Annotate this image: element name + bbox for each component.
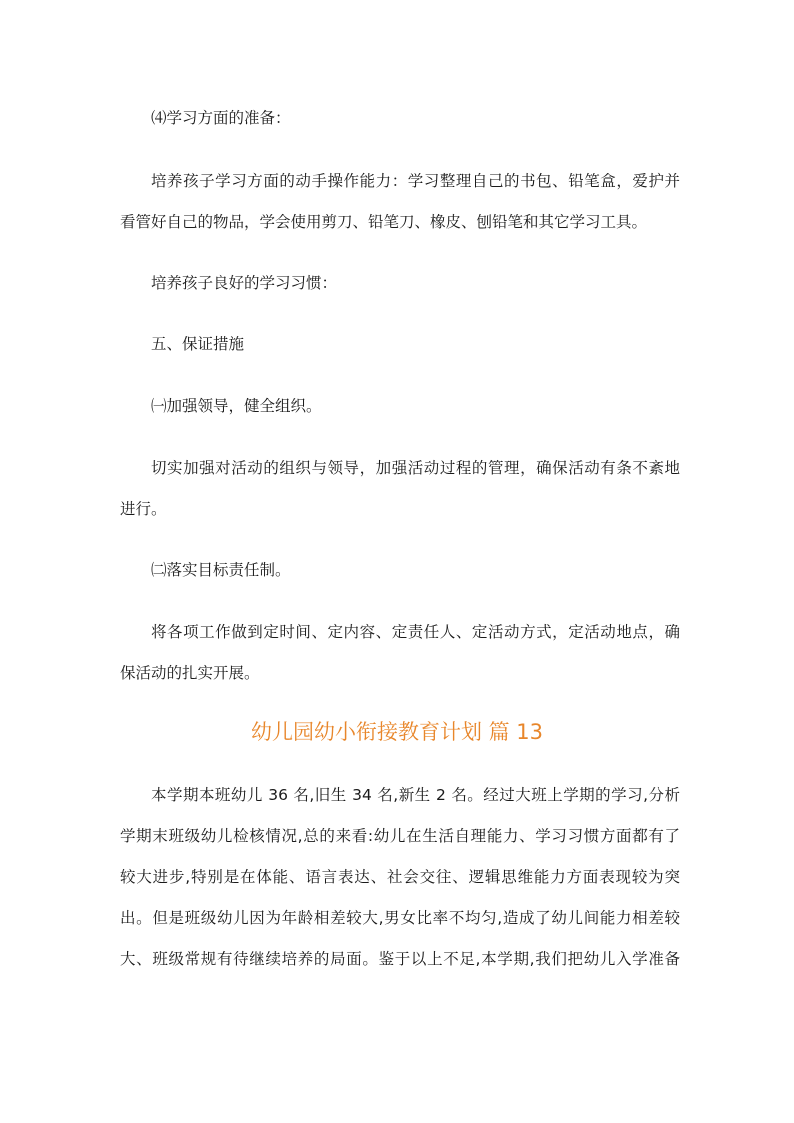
paragraph-line: 培养孩子学习方面的动手操作能力：学习整理自己的书包、铅笔盒，爱护并: [151, 172, 680, 190]
section-heading-measures: 五、保证措施: [151, 335, 245, 353]
paragraph-line: 本学期本班幼儿 36 名,旧生 34 名,新生 2 名。经过大班上学期的学习,分析: [151, 786, 680, 804]
paragraph-line: 将各项工作做到定时间、定内容、定责任人、定活动方式，定活动地点，确: [151, 623, 680, 641]
section-subheading-learning-prep: ⑷学习方面的准备：: [151, 109, 291, 127]
paragraph-line: 较大进步,特别是在体能、语言表达、社会交往、逻辑思维能力方面表现较为突: [120, 868, 680, 886]
paragraph-line: 保活动的扎实开展。: [120, 664, 260, 682]
paragraph-line: 大、班级常规有待继续培养的局面。鉴于以上不足,本学期,我们把幼儿入学准备: [120, 950, 680, 968]
subheading-leadership: ㈠加强领导，健全组织。: [151, 397, 322, 415]
paragraph-line: 进行。: [120, 500, 167, 518]
paragraph-line: 看管好自己的物品，学会使用剪刀、铅笔刀、橡皮、刨铅笔和其它学习工具。: [120, 213, 648, 231]
paragraph-line: 培养孩子良好的学习习惯：: [151, 274, 338, 292]
subheading-responsibility: ㈡落实目标责任制。: [151, 561, 291, 579]
paragraph-line: 出。但是班级幼儿因为年龄相差较大,男女比率不均匀,造成了幼儿间能力相差较: [120, 909, 680, 927]
paragraph-line: 切实加强对活动的组织与领导，加强活动过程的管理，确保活动有条不紊地: [151, 459, 680, 477]
article-heading: 幼儿园幼小衔接教育计划 篇 13: [250, 720, 544, 744]
paragraph-line: 学期末班级幼儿检核情况,总的来看:幼儿在生活自理能力、学习习惯方面都有了: [120, 827, 680, 845]
